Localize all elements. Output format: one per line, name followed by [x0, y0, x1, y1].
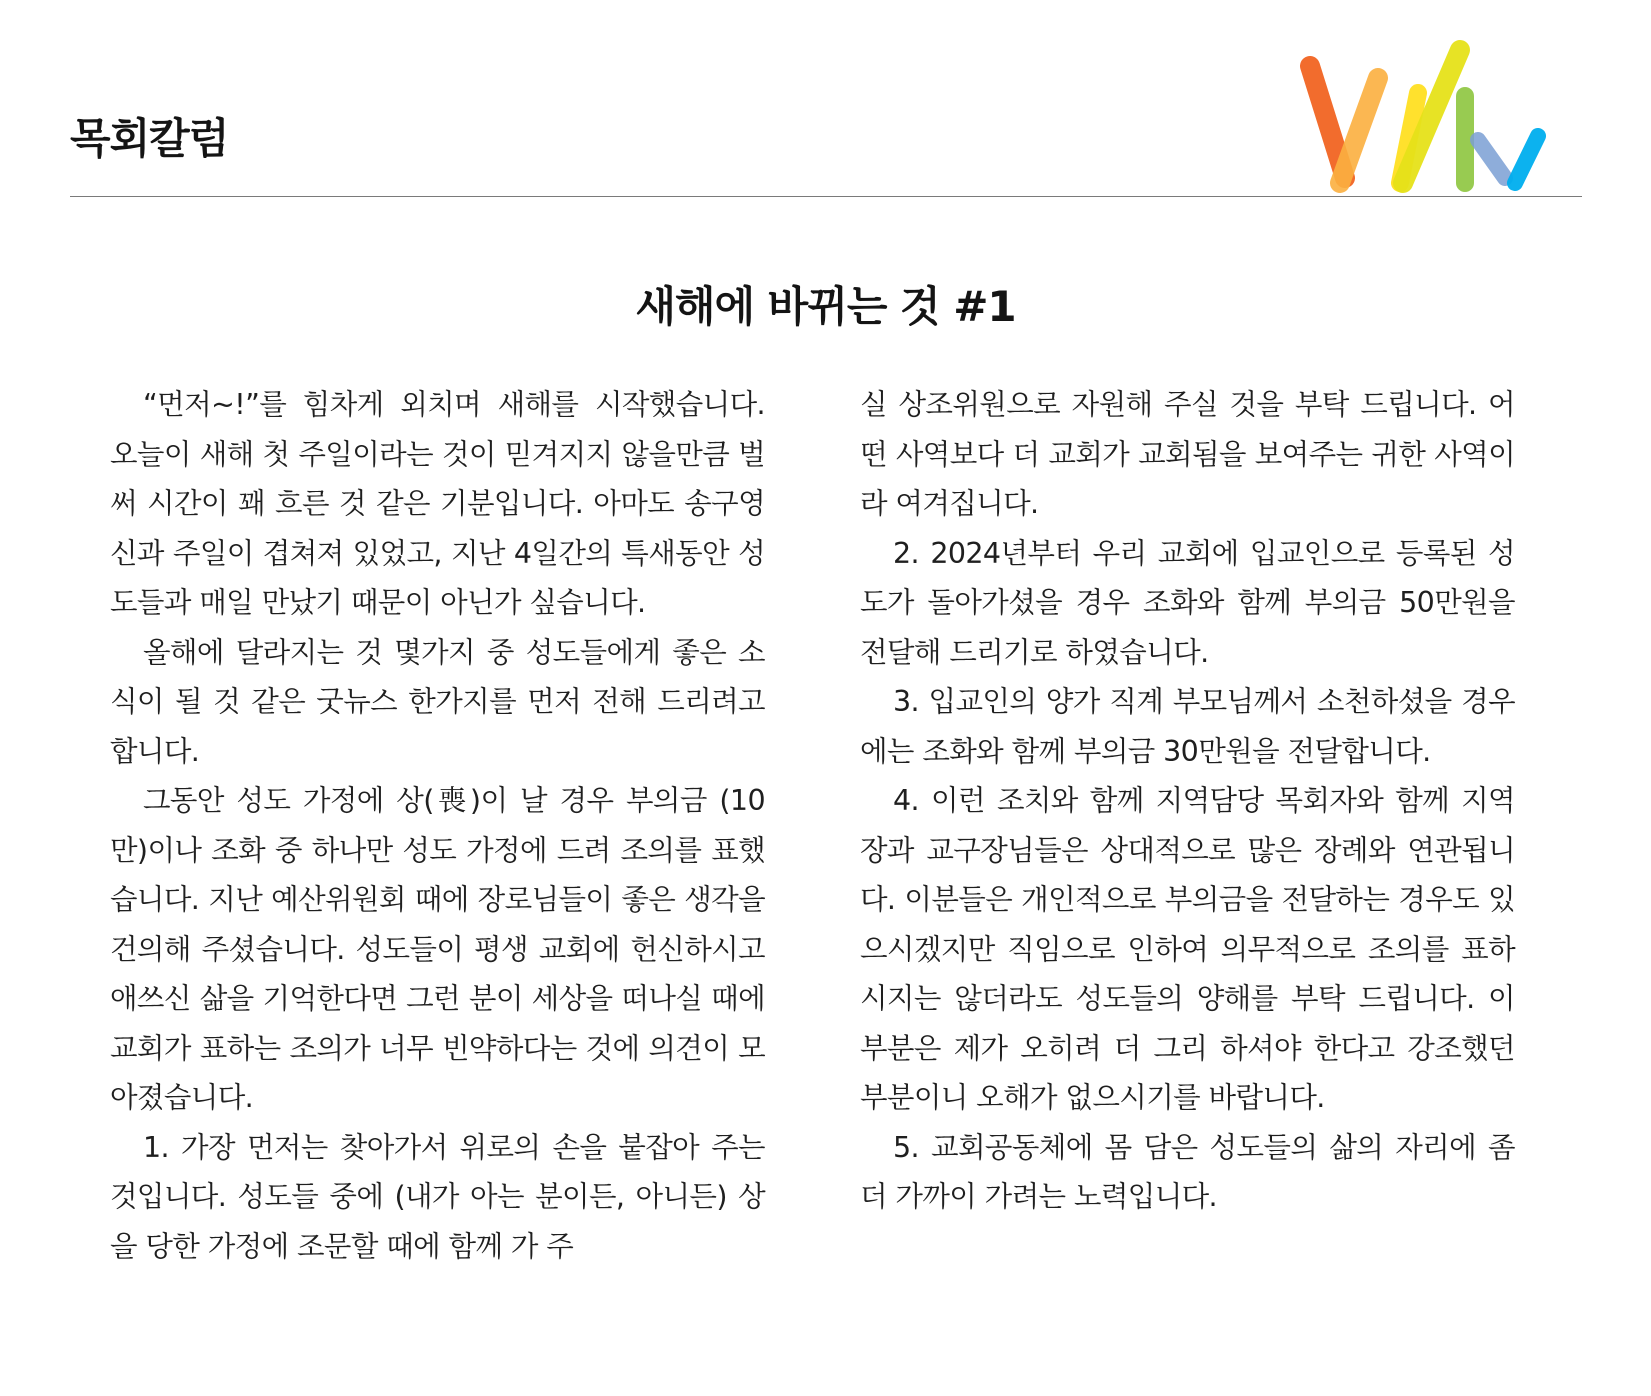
- section-label: 목회칼럼: [70, 114, 229, 163]
- paragraph: 1. 가장 먼저는 찾아가서 위로의 손을 붙잡아 주는 것입니다. 성도들 중에 (내가 아는 분이든, 아니든) 상을 당한 가정에 조문할 때에 함께 가 주: [110, 1130, 765, 1263]
- paragraph: 3. 입교인의 양가 직계 부모님께서 소천하셨을 경우에는 조화와 함께 부의금 30만원을 전달합니다.: [860, 685, 1515, 768]
- logo-stroke-blue: [1515, 136, 1538, 183]
- paragraph: 그동안 성도 가정에 상(喪)이 날 경우 부의금 (10만)이나 조화 중 하나만 성도 가정에 드려 조의를 표했습니다. 지난 예산위원회 때에 장로님들이 좋은 생각을 건의해 주셨습니다. 성도들이 평생 교회에 헌신하시고 애쓰신 삶을 기억한다면 그런 분이 세상을 떠나실 때에 교회가 표하는 조의가 너무 빈약하다는 것에 의견이 모아졌습니다.: [110, 784, 765, 1114]
- article-title: 새해에 바뀌는 것 #1: [635, 282, 1016, 331]
- paragraph: 2. 2024년부터 우리 교회에 입교인으로 등록된 성도가 돌아가셨을 경우 조화와 함께 부의금 50만원을 전달해 드리기로 하였습니다.: [860, 536, 1515, 669]
- header-divider: [70, 196, 1582, 197]
- paragraph: 5. 교회공동체에 몸 담은 성도들의 삶의 자리에 좀 더 가까이 가려는 노력입니다.: [860, 1130, 1515, 1213]
- paragraph: 4. 이런 조치와 함께 지역담당 목회자와 함께 지역장과 교구장님들은 상대적으로 많은 장례와 연관됩니다. 이분들은 개인적으로 부의금을 전달하는 경우도 있으시겠지만 직임으로 인하여 의무적으로 조의를 표하시지는 않더라도 성도들의 양해를 부탁 드립니다. 이 부분은 제가 오히려 더 그리 하셔야 한다고 강조했던 부분이니 오해가 없으시기를 바랍니다.: [860, 784, 1515, 1114]
- paragraph: “먼저~!”를 힘차게 외치며 새해를 시작했습니다. 오늘이 새해 첫 주일이라는 것이 믿겨지지 않을만큼 벌써 시간이 꽤 흐른 것 같은 기분입니다. 아마도 송구영신과 주일이 겹쳐져 있었고, 지난 4일간의 특새동안 성도들과 매일 만났기 때문이 아닌가 싶습니다.: [110, 388, 765, 619]
- paragraph: 올해에 달라지는 것 몇가지 중 성도들에게 좋은 소식이 될 것 같은 굿뉴스 한가지를 먼저 전해 드리려고 합니다.: [110, 635, 765, 768]
- article-column-right: [860, 380, 1515, 1222]
- paragraph: 실 상조위원으로 자원해 주실 것을 부탁 드립니다. 어떤 사역보다 더 교회가 교회됨을 보여주는 귀한 사역이라 여겨집니다.: [860, 388, 1515, 520]
- logo-stroke-amber: [1340, 78, 1378, 183]
- article-column-left: [110, 380, 765, 1271]
- logo-stroke-lavender: [1478, 140, 1505, 178]
- church-logo: [1300, 38, 1550, 198]
